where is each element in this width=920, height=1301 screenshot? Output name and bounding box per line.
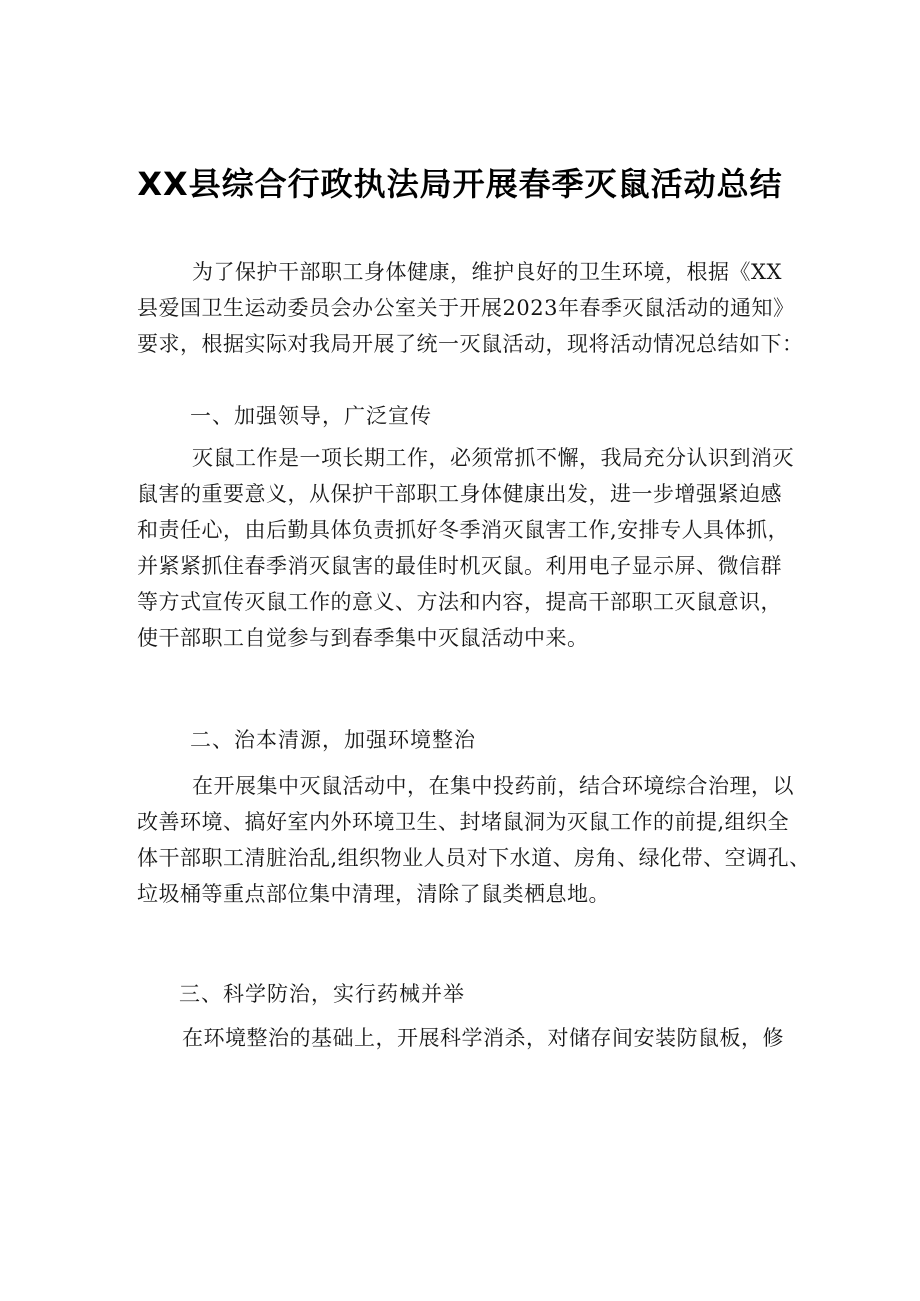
section-heading: 一、加强领导，广泛宣传	[190, 404, 432, 428]
paragraph-line: 为了保护干部职工身体健康，维护良好的卫生环境，根据《XX	[192, 260, 782, 284]
document-title: XX县综合行政执法局开展春季灭鼠活动总结	[137, 165, 783, 203]
paragraph-line: 垃圾桶等重点部位集中清理，清除了鼠类栖息地。	[137, 882, 610, 906]
section-heading: 二、治本清源，加强环境整治	[190, 728, 476, 752]
paragraph-line: 和责任心，由后勤具体负责抓好冬季消灭鼠害工作,安排专人具体抓，	[137, 518, 790, 542]
paragraph-line: 使干部职工自觉参与到春季集中灭鼠活动中来。	[137, 626, 589, 650]
paragraph-line: 改善环境、搞好室内外环境卫生、封堵鼠洞为灭鼠工作的前提,组织全	[137, 810, 790, 834]
paragraph-line: 等方式宣传灭鼠工作的意义、方法和内容，提高干部职工灭鼠意识，	[137, 590, 782, 614]
section-heading: 三、科学防治，实行药械并举	[179, 982, 465, 1006]
paragraph-line: 鼠害的重要意义，从保护干部职工身体健康出发，进一步增强紧迫感	[137, 482, 782, 506]
paragraph-line: 灭鼠工作是一项长期工作，必须常抓不懈，我局充分认识到消灭	[192, 446, 794, 470]
paragraph-line: 要求，根据实际对我局开展了统一灭鼠活动，现将活动情况总结如下：	[137, 332, 804, 356]
section-paragraph	[137, 768, 811, 912]
intro-paragraph	[137, 254, 804, 362]
section-paragraph	[137, 440, 797, 656]
section-paragraph	[137, 1020, 797, 1056]
paragraph-line: 体干部职工清脏治乱,组织物业人员对下水道、房角、绿化带、空调孔、	[137, 846, 811, 870]
paragraph-line: 在环境整治的基础上，开展科学消杀，对储存间安装防鼠板，修	[182, 1026, 784, 1050]
paragraph-line: 在开展集中灭鼠活动中，在集中投药前，结合环境综合治理，以	[192, 774, 794, 798]
paragraph-line: 并紧紧抓住春季消灭鼠害的最佳时机灭鼠。利用电子显示屏、微信群	[137, 554, 782, 578]
paragraph-line: 县爱国卫生运动委员会办公室关于开展2023年春季灭鼠活动的通知》	[137, 296, 795, 320]
